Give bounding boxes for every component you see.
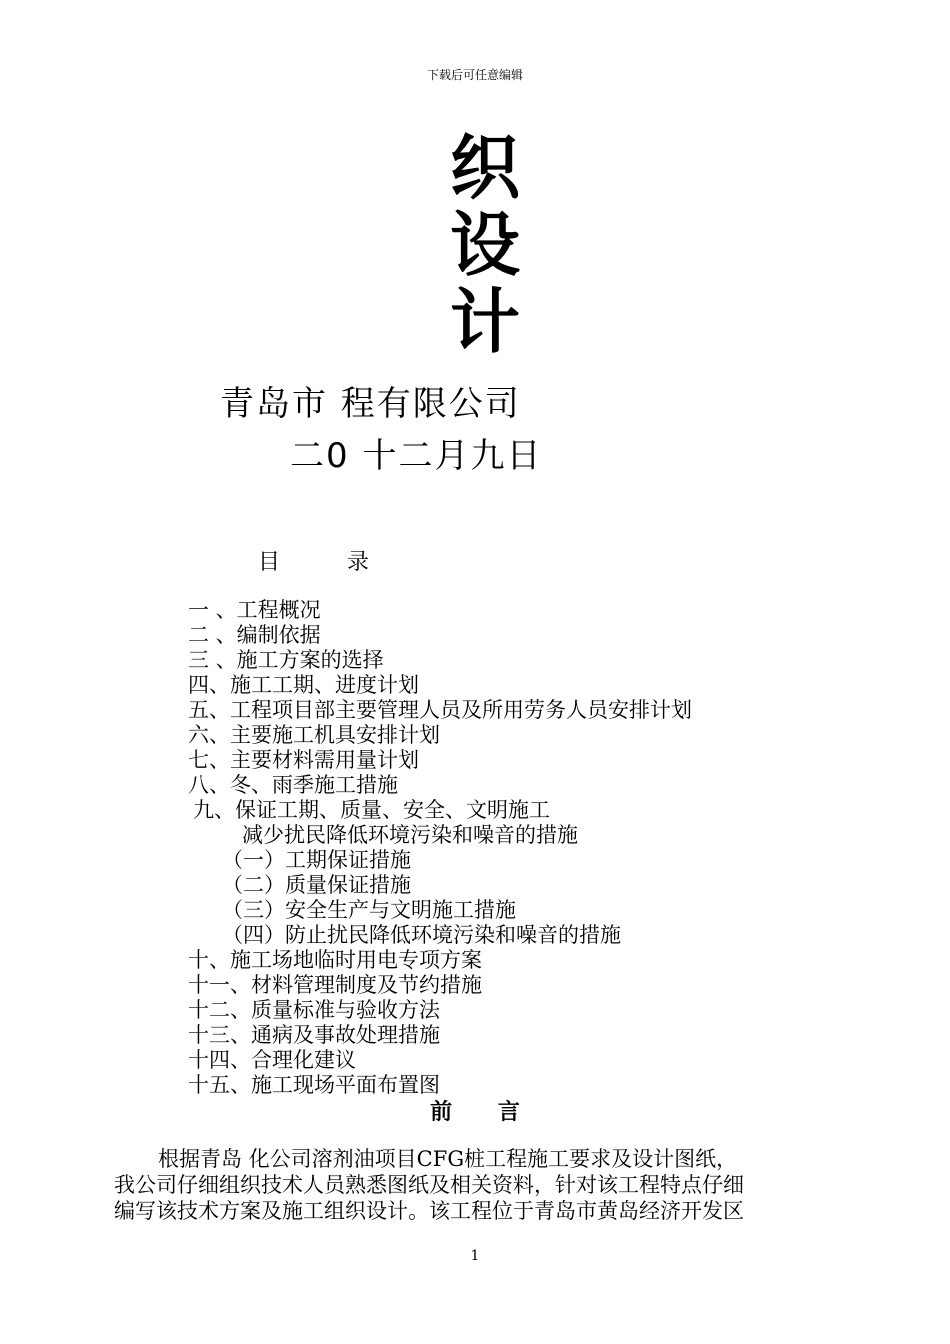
page-number: 1 bbox=[470, 1248, 480, 1264]
document-date: 二0 十二月九日 bbox=[290, 436, 543, 476]
toc-item: 二 、编制依据 bbox=[188, 623, 321, 647]
toc-item: （一）工期保证措施 bbox=[222, 848, 411, 872]
toc-item: 五、工程项目部主要管理人员及所用劳务人员安排计划 bbox=[188, 698, 692, 722]
toc-item: 九、保证工期、质量、安全、文明施工 bbox=[193, 798, 550, 822]
toc-item: （四）防止扰民降低环境污染和噪音的措施 bbox=[222, 923, 621, 947]
toc-item: 四、施工工期、进度计划 bbox=[188, 673, 419, 697]
preface-heading: 前 言 bbox=[430, 1100, 520, 1125]
header-note: 下载后可任意编辑 bbox=[426, 68, 523, 82]
title-char-3: 计 bbox=[450, 281, 520, 363]
toc-item: 三 、施工方案的选择 bbox=[188, 648, 384, 672]
preface-paragraph-line: 根据青岛 化公司溶剂油项目CFG桩工程施工要求及设计图纸， bbox=[158, 1147, 738, 1171]
toc-item: 十三、通病及事故处理措施 bbox=[188, 1023, 440, 1047]
toc-item: 十二、质量标准与验收方法 bbox=[188, 998, 440, 1022]
toc-item: 六、主要施工机具安排计划 bbox=[188, 723, 440, 747]
company-name: 青岛市 程有限公司 bbox=[220, 384, 521, 424]
toc-heading: 目 录 bbox=[258, 550, 369, 575]
title-char-1: 织 bbox=[450, 127, 520, 209]
toc-item: 十四、合理化建议 bbox=[188, 1048, 356, 1072]
preface-paragraph-line: 我公司仔细组织技术人员熟悉图纸及相关资料，针对该工程特点仔细 bbox=[114, 1173, 744, 1197]
toc-item: （三）安全生产与文明施工措施 bbox=[222, 898, 516, 922]
toc-item: 八、冬、雨季施工措施 bbox=[188, 773, 398, 797]
toc-item: 一 、工程概况 bbox=[188, 598, 321, 622]
toc-item: 十一、材料管理制度及节约措施 bbox=[188, 973, 482, 997]
toc-item: （二）质量保证措施 bbox=[222, 873, 411, 897]
title-char-2: 设 bbox=[450, 204, 520, 286]
toc-item: 七、主要材料需用量计划 bbox=[188, 748, 419, 772]
toc-item: 十、施工场地临时用电专项方案 bbox=[188, 948, 482, 972]
preface-paragraph-line: 编写该技术方案及施工组织设计。该工程位于青岛市黄岛经济开发区 bbox=[114, 1199, 744, 1223]
toc-item: 十五、施工现场平面布置图 bbox=[188, 1073, 440, 1097]
toc-item: 减少扰民降低环境污染和噪音的措施 bbox=[242, 823, 578, 847]
